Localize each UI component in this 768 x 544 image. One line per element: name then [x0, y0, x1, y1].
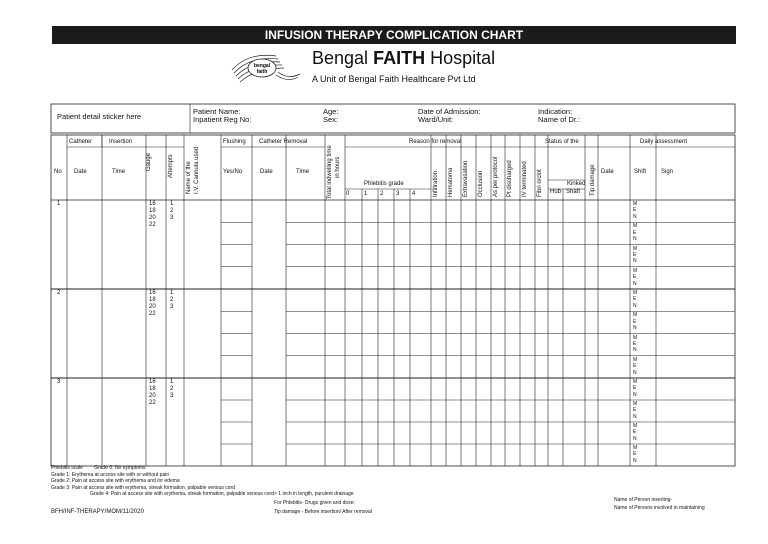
patient-name-label: Patient Name:	[193, 107, 241, 116]
reason-iv-terminated: IV terminated	[522, 161, 528, 197]
header-daily-date: Date	[601, 169, 614, 175]
header-status: Status of the	[545, 139, 579, 145]
phlebitis-grade-3: 3	[396, 191, 400, 197]
phlebitis-grade-4: 4	[412, 191, 416, 197]
attempt-option: 3	[170, 215, 174, 221]
logo-text-1: bengal	[253, 63, 271, 69]
age-label: Age:	[323, 107, 339, 116]
attempt-option: 3	[170, 393, 174, 399]
shift-letter: N	[633, 213, 637, 220]
logo-text-2: faith	[256, 69, 268, 75]
chart-title: INFUSION THERAPY COMPLICATION CHART	[52, 26, 736, 44]
gauge-option: 18	[149, 208, 156, 214]
shift-letter: E	[633, 229, 637, 236]
row-number: 3	[57, 379, 61, 385]
reason-extravasation: Extravasation	[463, 160, 469, 197]
gauge-option: 22	[149, 311, 156, 317]
reason-as-per-protocol: As per protocol	[493, 156, 499, 197]
grid-box	[51, 104, 735, 133]
hospital-name: Bengal FAITH Hospital	[312, 48, 496, 68]
header-insertion-time: Time	[112, 169, 126, 175]
gauge-option: 16	[149, 201, 156, 207]
header-catheter-removal: Catheter Removal	[259, 139, 308, 145]
shift-letter: E	[633, 451, 637, 458]
shift-letter: M	[633, 334, 638, 341]
doctor-label: Name of Dr.:	[538, 115, 581, 124]
attempt-option: 2	[170, 386, 174, 392]
row-number: 2	[57, 290, 61, 296]
header-gauge: Gauge	[146, 152, 152, 171]
header-attempts: Attempts	[168, 154, 174, 178]
shift-letter: M	[633, 445, 638, 451]
indication-label: Indication:	[538, 107, 573, 116]
header-shaft: Shaft	[566, 189, 581, 195]
header-no: No	[54, 169, 62, 175]
reason-infiltration: Infiltration	[433, 170, 439, 197]
shift-letter: M	[633, 356, 638, 363]
patient-sticker-label: Patient detail sticker here	[57, 112, 142, 121]
gauge-option: 22	[149, 400, 156, 406]
header-yes-no: Yes/No	[223, 169, 243, 175]
header-reason: Reason for removal	[409, 139, 462, 145]
shift-letter: M	[633, 267, 638, 274]
shift-letter: E	[633, 407, 637, 414]
shift-letter: N	[633, 391, 637, 398]
shift-letter: N	[633, 302, 637, 309]
header-insertion-date: Date	[74, 169, 87, 175]
shift-letter: E	[633, 340, 637, 347]
header-catheter: Catheter	[69, 139, 93, 145]
shift-letter: E	[633, 274, 637, 281]
shift-letter: N	[633, 236, 637, 243]
tip-damage-note: Tip damage - Before insertion/ After removal	[274, 509, 372, 515]
reason-pt-discharged: Pt discharged	[507, 160, 513, 197]
shift-letter: N	[633, 413, 637, 420]
attempt-option: 2	[170, 297, 174, 303]
header-dwell-2: in hours	[335, 156, 341, 178]
attempt-option: 1	[170, 290, 174, 296]
shift-letter: M	[633, 312, 638, 319]
shift-letter: E	[633, 296, 637, 303]
header-sign: Sign	[661, 169, 674, 175]
reason-hematoma: Hematoma	[448, 167, 454, 197]
phlebitis-grade-2: 2	[380, 191, 384, 197]
shift-letter: M	[633, 290, 638, 296]
header-flushing: Flushing	[223, 139, 246, 145]
gauge-option: 20	[149, 304, 156, 310]
shift-letter: E	[633, 251, 637, 258]
attempt-option: 3	[170, 304, 174, 310]
shift-letter: E	[633, 385, 637, 392]
shift-letter: M	[633, 423, 638, 429]
shift-letter: M	[633, 201, 638, 207]
hospital-subtitle: A Unit of Bengal Faith Healthcare Pvt Ltd	[312, 74, 476, 84]
shift-letter: N	[633, 325, 637, 332]
gauge-option: 18	[149, 386, 156, 392]
phlebitis-grade-2: Grade 2: Pain at access site with erythema and /or edema	[51, 478, 180, 484]
header-shift: Shift	[634, 169, 647, 175]
shift-letter: M	[633, 223, 638, 230]
person-inserting-label: Name of Person inserting-	[614, 497, 673, 503]
form-code: BFH/INF-THERAPY/MOM/11/2020	[51, 509, 144, 515]
header-cannula-1: Name of the	[186, 161, 192, 194]
phlebitis-scale-title: Phlebitis scale Grade 0: No symptoms	[51, 465, 146, 471]
header-tip-damage: Tip damage	[590, 164, 596, 196]
gauge-option: 20	[149, 393, 156, 399]
gauge-option: 20	[149, 215, 156, 221]
shift-letter: E	[633, 363, 637, 370]
shift-letter: N	[633, 280, 637, 287]
gauge-option: 16	[149, 290, 156, 296]
ward-label: Ward/Unit:	[418, 115, 454, 124]
gauge-option: 16	[149, 379, 156, 385]
phlebitis-grade-1: 1	[364, 191, 368, 197]
shift-letter: N	[633, 369, 637, 376]
gauge-option: 18	[149, 297, 156, 303]
shift-letter: E	[633, 207, 637, 214]
shift-letter: E	[633, 429, 637, 436]
shift-letter: M	[633, 379, 638, 385]
header-dwell-1: Total indwelling time	[327, 145, 333, 199]
shift-letter: N	[633, 435, 637, 442]
phlebitis-grade-1: Grade 1: Erythema at access site with or without pain	[51, 472, 170, 478]
phlebitis-grade-0: 0	[346, 191, 350, 197]
gauge-option: 22	[149, 222, 156, 228]
attempt-option: 2	[170, 208, 174, 214]
shift-letter: N	[633, 258, 637, 265]
reason-occlusion: Occlusion	[478, 170, 484, 197]
attempt-option: 1	[170, 379, 174, 385]
phlebitis-grade-3: Grade 3: Pain at access site with erythema, streak formation, palpable venous cord	[51, 485, 235, 491]
phlebitis-grade-4: Grade 4: Pain at access site with erythema, streak formation, palpable venous cord> 1 inch in length, purulent drainage	[90, 491, 354, 497]
header-removal-date: Date	[260, 169, 273, 175]
row-number: 1	[57, 201, 61, 207]
header-removal-time: Time	[296, 169, 310, 175]
header-daily-assessment: Daily assessment	[640, 139, 688, 145]
shift-letter: M	[633, 401, 638, 407]
reg-no-label: Inpatient Reg No:	[193, 115, 252, 124]
attempt-option: 1	[170, 201, 174, 207]
header-insertion: Insertion	[109, 139, 133, 145]
shift-letter: E	[633, 318, 637, 325]
admission-date-label: Date of Admission:	[418, 107, 481, 116]
header-phlebitis-grade: Phlebitis grade	[364, 181, 404, 187]
phlebitis-drugs-label: For Phlebitis- Drugs given and dose:	[274, 500, 355, 506]
header-kinked: Kinked	[567, 181, 586, 187]
header-hub: Hub	[550, 189, 562, 195]
shift-letter: N	[633, 347, 637, 354]
reason-fibri-n-clot: Fibri n/clot	[537, 169, 543, 197]
persons-maintaining-label: Name of Persons involved in maintaining	[614, 505, 705, 511]
header-cannula-2: I.V. Cannula used	[194, 146, 200, 194]
shift-letter: M	[633, 245, 638, 252]
sex-label: Sex:	[323, 115, 339, 124]
shift-letter: N	[633, 457, 637, 464]
